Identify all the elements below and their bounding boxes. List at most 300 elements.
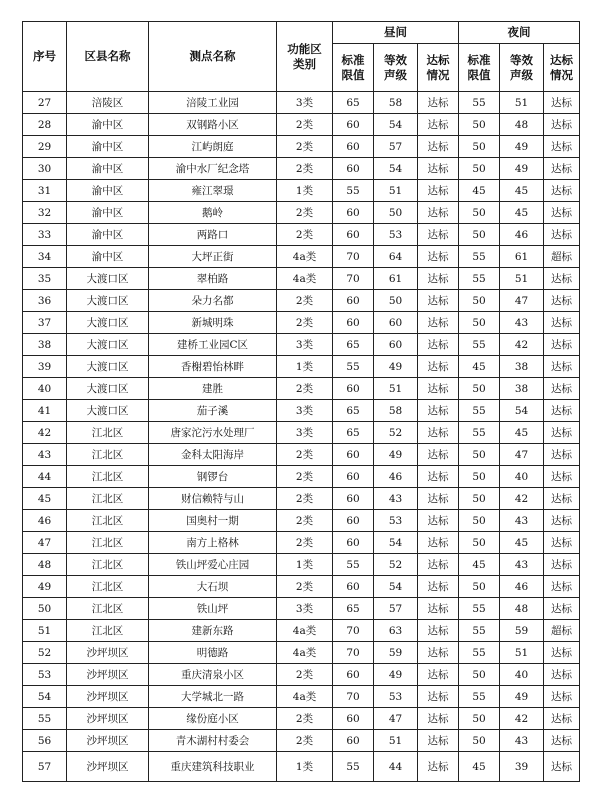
night-std-limit-cell: 55 bbox=[459, 268, 500, 290]
seq-cell: 49 bbox=[23, 576, 67, 598]
day-compliance-cell: 达标 bbox=[418, 488, 459, 510]
header-night-eq-level bbox=[500, 44, 544, 92]
day-eq-level-cell: 47 bbox=[374, 708, 418, 730]
function-class-cell: 2类 bbox=[277, 730, 333, 752]
day-std-limit-cell: 65 bbox=[333, 598, 374, 620]
site-cell: 两路口 bbox=[149, 224, 277, 246]
district-cell: 渝中区 bbox=[67, 202, 149, 224]
header-day-std-limit bbox=[333, 44, 374, 92]
night-compliance-cell: 超标 bbox=[544, 620, 580, 642]
header-day-eq-level-l2: 声级 bbox=[384, 67, 407, 82]
day-std-limit-cell: 70 bbox=[333, 642, 374, 664]
function-class-cell: 2类 bbox=[277, 224, 333, 246]
night-eq-level-cell: 42 bbox=[500, 708, 544, 730]
day-compliance-cell: 达标 bbox=[418, 752, 459, 782]
day-compliance-cell: 达标 bbox=[418, 378, 459, 400]
day-compliance-cell: 达标 bbox=[418, 510, 459, 532]
night-compliance-cell: 达标 bbox=[544, 312, 580, 334]
function-class-cell: 2类 bbox=[277, 576, 333, 598]
table-row bbox=[23, 268, 580, 290]
function-class-cell: 2类 bbox=[277, 510, 333, 532]
function-class-cell: 2类 bbox=[277, 290, 333, 312]
day-eq-level-cell: 54 bbox=[374, 576, 418, 598]
night-compliance-cell: 达标 bbox=[544, 510, 580, 532]
day-compliance-cell: 达标 bbox=[418, 334, 459, 356]
day-compliance-cell: 达标 bbox=[418, 422, 459, 444]
day-std-limit-cell: 65 bbox=[333, 422, 374, 444]
night-compliance-cell: 达标 bbox=[544, 290, 580, 312]
table-row bbox=[23, 642, 580, 664]
day-std-limit-cell: 60 bbox=[333, 664, 374, 686]
night-compliance-cell: 超标 bbox=[544, 246, 580, 268]
day-std-limit-cell: 65 bbox=[333, 400, 374, 422]
district-cell: 江北区 bbox=[67, 576, 149, 598]
day-compliance-cell: 达标 bbox=[418, 642, 459, 664]
header-night-std-limit bbox=[459, 44, 500, 92]
night-eq-level-cell: 38 bbox=[500, 356, 544, 378]
night-compliance-cell: 达标 bbox=[544, 466, 580, 488]
function-class-cell: 3类 bbox=[277, 598, 333, 620]
night-std-limit-cell: 50 bbox=[459, 312, 500, 334]
district-cell: 大渡口区 bbox=[67, 312, 149, 334]
function-class-cell: 2类 bbox=[277, 136, 333, 158]
seq-cell: 28 bbox=[23, 114, 67, 136]
day-std-limit-cell: 60 bbox=[333, 114, 374, 136]
day-eq-level-cell: 51 bbox=[374, 180, 418, 202]
day-eq-level-cell: 44 bbox=[374, 752, 418, 782]
day-std-limit-cell: 70 bbox=[333, 268, 374, 290]
table-row bbox=[23, 488, 580, 510]
function-class-cell: 1类 bbox=[277, 554, 333, 576]
night-eq-level-cell: 49 bbox=[500, 136, 544, 158]
table-row bbox=[23, 290, 580, 312]
site-cell: 双钢路小区 bbox=[149, 114, 277, 136]
header-site: 测点名称 bbox=[149, 22, 277, 92]
table-body bbox=[23, 92, 580, 782]
day-eq-level-cell: 61 bbox=[374, 268, 418, 290]
table-row bbox=[23, 510, 580, 532]
function-class-cell: 2类 bbox=[277, 664, 333, 686]
night-eq-level-cell: 51 bbox=[500, 642, 544, 664]
function-class-cell: 2类 bbox=[277, 488, 333, 510]
night-std-limit-cell: 50 bbox=[459, 290, 500, 312]
district-cell: 江北区 bbox=[67, 620, 149, 642]
day-std-limit-cell: 60 bbox=[333, 576, 374, 598]
table-row bbox=[23, 114, 580, 136]
night-compliance-cell: 达标 bbox=[544, 224, 580, 246]
site-cell: 青木湖村村委会 bbox=[149, 730, 277, 752]
day-std-limit-cell: 60 bbox=[333, 444, 374, 466]
day-compliance-cell: 达标 bbox=[418, 598, 459, 620]
table-row bbox=[23, 466, 580, 488]
day-std-limit-cell: 65 bbox=[333, 334, 374, 356]
seq-cell: 37 bbox=[23, 312, 67, 334]
function-class-cell: 2类 bbox=[277, 202, 333, 224]
night-compliance-cell: 达标 bbox=[544, 92, 580, 114]
night-std-limit-cell: 50 bbox=[459, 202, 500, 224]
district-cell: 江北区 bbox=[67, 532, 149, 554]
header-function-class-line2: 类别 bbox=[293, 56, 316, 71]
seq-cell: 52 bbox=[23, 642, 67, 664]
day-eq-level-cell: 46 bbox=[374, 466, 418, 488]
night-eq-level-cell: 38 bbox=[500, 378, 544, 400]
night-eq-level-cell: 47 bbox=[500, 290, 544, 312]
day-std-limit-cell: 60 bbox=[333, 224, 374, 246]
district-cell: 江北区 bbox=[67, 554, 149, 576]
function-class-cell: 3类 bbox=[277, 422, 333, 444]
night-eq-level-cell: 46 bbox=[500, 224, 544, 246]
day-eq-level-cell: 43 bbox=[374, 488, 418, 510]
day-compliance-cell: 达标 bbox=[418, 114, 459, 136]
table-row bbox=[23, 620, 580, 642]
night-eq-level-cell: 40 bbox=[500, 664, 544, 686]
district-cell: 大渡口区 bbox=[67, 334, 149, 356]
site-cell: 江屿朗庭 bbox=[149, 136, 277, 158]
seq-cell: 35 bbox=[23, 268, 67, 290]
day-std-limit-cell: 60 bbox=[333, 708, 374, 730]
seq-cell: 55 bbox=[23, 708, 67, 730]
table-row bbox=[23, 598, 580, 620]
seq-cell: 31 bbox=[23, 180, 67, 202]
header-function-class-line1: 功能区 bbox=[287, 41, 322, 56]
night-eq-level-cell: 51 bbox=[500, 92, 544, 114]
day-std-limit-cell: 55 bbox=[333, 180, 374, 202]
day-compliance-cell: 达标 bbox=[418, 664, 459, 686]
header-night-std-limit-l1: 标准 bbox=[467, 52, 491, 67]
day-compliance-cell: 达标 bbox=[418, 158, 459, 180]
function-class-cell: 4a类 bbox=[277, 620, 333, 642]
table-row bbox=[23, 180, 580, 202]
header-function-class bbox=[277, 22, 333, 92]
site-cell: 建新东路 bbox=[149, 620, 277, 642]
site-cell: 大坪正街 bbox=[149, 246, 277, 268]
night-compliance-cell: 达标 bbox=[544, 730, 580, 752]
district-cell: 渝中区 bbox=[67, 136, 149, 158]
night-std-limit-cell: 50 bbox=[459, 730, 500, 752]
night-std-limit-cell: 55 bbox=[459, 686, 500, 708]
day-compliance-cell: 达标 bbox=[418, 92, 459, 114]
night-compliance-cell: 达标 bbox=[544, 444, 580, 466]
day-compliance-cell: 达标 bbox=[418, 202, 459, 224]
function-class-cell: 2类 bbox=[277, 444, 333, 466]
table-row bbox=[23, 202, 580, 224]
district-cell: 大渡口区 bbox=[67, 290, 149, 312]
night-std-limit-cell: 55 bbox=[459, 620, 500, 642]
function-class-cell: 1类 bbox=[277, 356, 333, 378]
day-eq-level-cell: 59 bbox=[374, 642, 418, 664]
header-day-std-limit-l2: 限值 bbox=[341, 67, 365, 82]
seq-cell: 34 bbox=[23, 246, 67, 268]
day-std-limit-cell: 70 bbox=[333, 686, 374, 708]
day-std-limit-cell: 60 bbox=[333, 730, 374, 752]
site-cell: 钢锣台 bbox=[149, 466, 277, 488]
night-eq-level-cell: 54 bbox=[500, 400, 544, 422]
site-cell: 朵力名都 bbox=[149, 290, 277, 312]
night-std-limit-cell: 50 bbox=[459, 488, 500, 510]
site-cell: 重庆清泉小区 bbox=[149, 664, 277, 686]
site-cell: 鹅岭 bbox=[149, 202, 277, 224]
night-std-limit-cell: 45 bbox=[459, 180, 500, 202]
seq-cell: 53 bbox=[23, 664, 67, 686]
day-compliance-cell: 达标 bbox=[418, 246, 459, 268]
day-eq-level-cell: 50 bbox=[374, 290, 418, 312]
day-compliance-cell: 达标 bbox=[418, 532, 459, 554]
seq-cell: 54 bbox=[23, 686, 67, 708]
district-cell: 渝中区 bbox=[67, 180, 149, 202]
header-night-std-limit-l2: 限值 bbox=[467, 67, 491, 82]
site-cell: 茄子溪 bbox=[149, 400, 277, 422]
night-eq-level-cell: 43 bbox=[500, 510, 544, 532]
day-std-limit-cell: 60 bbox=[333, 532, 374, 554]
table-row bbox=[23, 356, 580, 378]
header-day-compliance-l1: 达标 bbox=[426, 52, 450, 67]
header-day-std-limit-l1: 标准 bbox=[341, 52, 365, 67]
day-compliance-cell: 达标 bbox=[418, 356, 459, 378]
seq-cell: 46 bbox=[23, 510, 67, 532]
header-day-compliance-l2: 情况 bbox=[426, 67, 450, 82]
day-std-limit-cell: 60 bbox=[333, 466, 374, 488]
day-eq-level-cell: 57 bbox=[374, 598, 418, 620]
night-eq-level-cell: 43 bbox=[500, 312, 544, 334]
night-eq-level-cell: 39 bbox=[500, 752, 544, 782]
district-cell: 江北区 bbox=[67, 466, 149, 488]
night-compliance-cell: 达标 bbox=[544, 532, 580, 554]
site-cell: 缘份庭小区 bbox=[149, 708, 277, 730]
day-compliance-cell: 达标 bbox=[418, 554, 459, 576]
night-compliance-cell: 达标 bbox=[544, 598, 580, 620]
site-cell: 翠柏路 bbox=[149, 268, 277, 290]
function-class-cell: 4a类 bbox=[277, 686, 333, 708]
day-std-limit-cell: 65 bbox=[333, 92, 374, 114]
night-eq-level-cell: 49 bbox=[500, 158, 544, 180]
seq-cell: 36 bbox=[23, 290, 67, 312]
table-row bbox=[23, 730, 580, 752]
table-row bbox=[23, 334, 580, 356]
night-eq-level-cell: 48 bbox=[500, 598, 544, 620]
day-compliance-cell: 达标 bbox=[418, 400, 459, 422]
day-std-limit-cell: 60 bbox=[333, 488, 374, 510]
table-row bbox=[23, 158, 580, 180]
table-row bbox=[23, 136, 580, 158]
day-eq-level-cell: 53 bbox=[374, 686, 418, 708]
night-eq-level-cell: 45 bbox=[500, 180, 544, 202]
day-compliance-cell: 达标 bbox=[418, 466, 459, 488]
header-nighttime: 夜间 bbox=[459, 22, 580, 44]
day-eq-level-cell: 51 bbox=[374, 730, 418, 752]
function-class-cell: 3类 bbox=[277, 400, 333, 422]
day-eq-level-cell: 54 bbox=[374, 114, 418, 136]
day-compliance-cell: 达标 bbox=[418, 224, 459, 246]
seq-cell: 50 bbox=[23, 598, 67, 620]
night-compliance-cell: 达标 bbox=[544, 180, 580, 202]
night-std-limit-cell: 50 bbox=[459, 532, 500, 554]
night-std-limit-cell: 50 bbox=[459, 444, 500, 466]
function-class-cell: 4a类 bbox=[277, 246, 333, 268]
district-cell: 大渡口区 bbox=[67, 356, 149, 378]
seq-cell: 27 bbox=[23, 92, 67, 114]
header-night-compliance bbox=[544, 44, 580, 92]
day-compliance-cell: 达标 bbox=[418, 730, 459, 752]
header-night-compliance-l2: 情况 bbox=[550, 67, 573, 82]
district-cell: 大渡口区 bbox=[67, 400, 149, 422]
district-cell: 江北区 bbox=[67, 444, 149, 466]
night-std-limit-cell: 50 bbox=[459, 576, 500, 598]
function-class-cell: 4a类 bbox=[277, 642, 333, 664]
night-compliance-cell: 达标 bbox=[544, 268, 580, 290]
seq-cell: 44 bbox=[23, 466, 67, 488]
day-eq-level-cell: 54 bbox=[374, 158, 418, 180]
table-row bbox=[23, 708, 580, 730]
day-eq-level-cell: 53 bbox=[374, 510, 418, 532]
table-row bbox=[23, 246, 580, 268]
site-cell: 建胜 bbox=[149, 378, 277, 400]
night-eq-level-cell: 40 bbox=[500, 466, 544, 488]
night-eq-level-cell: 42 bbox=[500, 334, 544, 356]
day-eq-level-cell: 49 bbox=[374, 356, 418, 378]
day-std-limit-cell: 70 bbox=[333, 620, 374, 642]
night-std-limit-cell: 50 bbox=[459, 224, 500, 246]
night-eq-level-cell: 49 bbox=[500, 686, 544, 708]
night-std-limit-cell: 55 bbox=[459, 246, 500, 268]
night-compliance-cell: 达标 bbox=[544, 356, 580, 378]
day-std-limit-cell: 55 bbox=[333, 752, 374, 782]
night-std-limit-cell: 55 bbox=[459, 400, 500, 422]
night-compliance-cell: 达标 bbox=[544, 334, 580, 356]
night-std-limit-cell: 50 bbox=[459, 378, 500, 400]
night-std-limit-cell: 55 bbox=[459, 422, 500, 444]
day-compliance-cell: 达标 bbox=[418, 180, 459, 202]
day-std-limit-cell: 60 bbox=[333, 202, 374, 224]
table-row bbox=[23, 400, 580, 422]
night-compliance-cell: 达标 bbox=[544, 554, 580, 576]
district-cell: 江北区 bbox=[67, 510, 149, 532]
district-cell: 沙坪坝区 bbox=[67, 686, 149, 708]
night-eq-level-cell: 47 bbox=[500, 444, 544, 466]
day-compliance-cell: 达标 bbox=[418, 444, 459, 466]
seq-cell: 51 bbox=[23, 620, 67, 642]
day-std-limit-cell: 55 bbox=[333, 356, 374, 378]
site-cell: 大石坝 bbox=[149, 576, 277, 598]
header-day-compliance bbox=[418, 44, 459, 92]
site-cell: 香榭碧怡林畔 bbox=[149, 356, 277, 378]
day-std-limit-cell: 60 bbox=[333, 290, 374, 312]
night-compliance-cell: 达标 bbox=[544, 642, 580, 664]
night-compliance-cell: 达标 bbox=[544, 752, 580, 782]
night-std-limit-cell: 45 bbox=[459, 554, 500, 576]
seq-cell: 47 bbox=[23, 532, 67, 554]
site-cell: 大学城北一路 bbox=[149, 686, 277, 708]
table-row bbox=[23, 444, 580, 466]
night-compliance-cell: 达标 bbox=[544, 400, 580, 422]
night-std-limit-cell: 45 bbox=[459, 752, 500, 782]
day-eq-level-cell: 52 bbox=[374, 422, 418, 444]
night-eq-level-cell: 45 bbox=[500, 422, 544, 444]
night-std-limit-cell: 50 bbox=[459, 466, 500, 488]
night-eq-level-cell: 43 bbox=[500, 730, 544, 752]
header-seq: 序号 bbox=[23, 22, 67, 92]
night-std-limit-cell: 55 bbox=[459, 92, 500, 114]
district-cell: 渝中区 bbox=[67, 158, 149, 180]
seq-cell: 40 bbox=[23, 378, 67, 400]
function-class-cell: 3类 bbox=[277, 92, 333, 114]
header-night-eq-level-l1: 等效 bbox=[510, 52, 533, 67]
district-cell: 沙坪坝区 bbox=[67, 642, 149, 664]
night-eq-level-cell: 48 bbox=[500, 114, 544, 136]
site-cell: 财信赖特与山 bbox=[149, 488, 277, 510]
function-class-cell: 4a类 bbox=[277, 268, 333, 290]
day-eq-level-cell: 57 bbox=[374, 136, 418, 158]
day-eq-level-cell: 54 bbox=[374, 532, 418, 554]
district-cell: 渝中区 bbox=[67, 246, 149, 268]
header-daytime: 昼间 bbox=[333, 22, 459, 44]
district-cell: 涪陵区 bbox=[67, 92, 149, 114]
site-cell: 重庆建筑科技职业 bbox=[149, 752, 277, 782]
district-cell: 大渡口区 bbox=[67, 378, 149, 400]
seq-cell: 45 bbox=[23, 488, 67, 510]
night-compliance-cell: 达标 bbox=[544, 136, 580, 158]
night-compliance-cell: 达标 bbox=[544, 202, 580, 224]
site-cell: 铁山坪 bbox=[149, 598, 277, 620]
seq-cell: 30 bbox=[23, 158, 67, 180]
day-compliance-cell: 达标 bbox=[418, 312, 459, 334]
night-std-limit-cell: 55 bbox=[459, 334, 500, 356]
night-eq-level-cell: 46 bbox=[500, 576, 544, 598]
night-compliance-cell: 达标 bbox=[544, 158, 580, 180]
seq-cell: 57 bbox=[23, 752, 67, 782]
night-std-limit-cell: 50 bbox=[459, 136, 500, 158]
night-eq-level-cell: 42 bbox=[500, 488, 544, 510]
seq-cell: 42 bbox=[23, 422, 67, 444]
site-cell: 唐家沱污水处理厂 bbox=[149, 422, 277, 444]
night-eq-level-cell: 45 bbox=[500, 202, 544, 224]
function-class-cell: 2类 bbox=[277, 312, 333, 334]
table-row bbox=[23, 422, 580, 444]
site-cell: 雍江翠璟 bbox=[149, 180, 277, 202]
day-eq-level-cell: 60 bbox=[374, 312, 418, 334]
day-eq-level-cell: 52 bbox=[374, 554, 418, 576]
seq-cell: 29 bbox=[23, 136, 67, 158]
day-eq-level-cell: 60 bbox=[374, 334, 418, 356]
district-cell: 渝中区 bbox=[67, 114, 149, 136]
day-std-limit-cell: 70 bbox=[333, 246, 374, 268]
noise-monitoring-table bbox=[22, 21, 580, 782]
day-compliance-cell: 达标 bbox=[418, 686, 459, 708]
header-day-eq-level-l1: 等效 bbox=[384, 52, 407, 67]
day-compliance-cell: 达标 bbox=[418, 290, 459, 312]
table-row bbox=[23, 686, 580, 708]
function-class-cell: 2类 bbox=[277, 378, 333, 400]
day-std-limit-cell: 60 bbox=[333, 312, 374, 334]
seq-cell: 38 bbox=[23, 334, 67, 356]
header-day-eq-level bbox=[374, 44, 418, 92]
table-row bbox=[23, 224, 580, 246]
table-row bbox=[23, 92, 580, 114]
night-eq-level-cell: 43 bbox=[500, 554, 544, 576]
night-compliance-cell: 达标 bbox=[544, 422, 580, 444]
header-night-compliance-l1: 达标 bbox=[550, 52, 573, 67]
table-row bbox=[23, 532, 580, 554]
district-cell: 沙坪坝区 bbox=[67, 664, 149, 686]
function-class-cell: 1类 bbox=[277, 180, 333, 202]
district-cell: 沙坪坝区 bbox=[67, 752, 149, 782]
table-row bbox=[23, 554, 580, 576]
night-eq-level-cell: 59 bbox=[500, 620, 544, 642]
night-std-limit-cell: 55 bbox=[459, 598, 500, 620]
day-eq-level-cell: 49 bbox=[374, 444, 418, 466]
night-std-limit-cell: 50 bbox=[459, 114, 500, 136]
table-row bbox=[23, 312, 580, 334]
night-std-limit-cell: 50 bbox=[459, 664, 500, 686]
